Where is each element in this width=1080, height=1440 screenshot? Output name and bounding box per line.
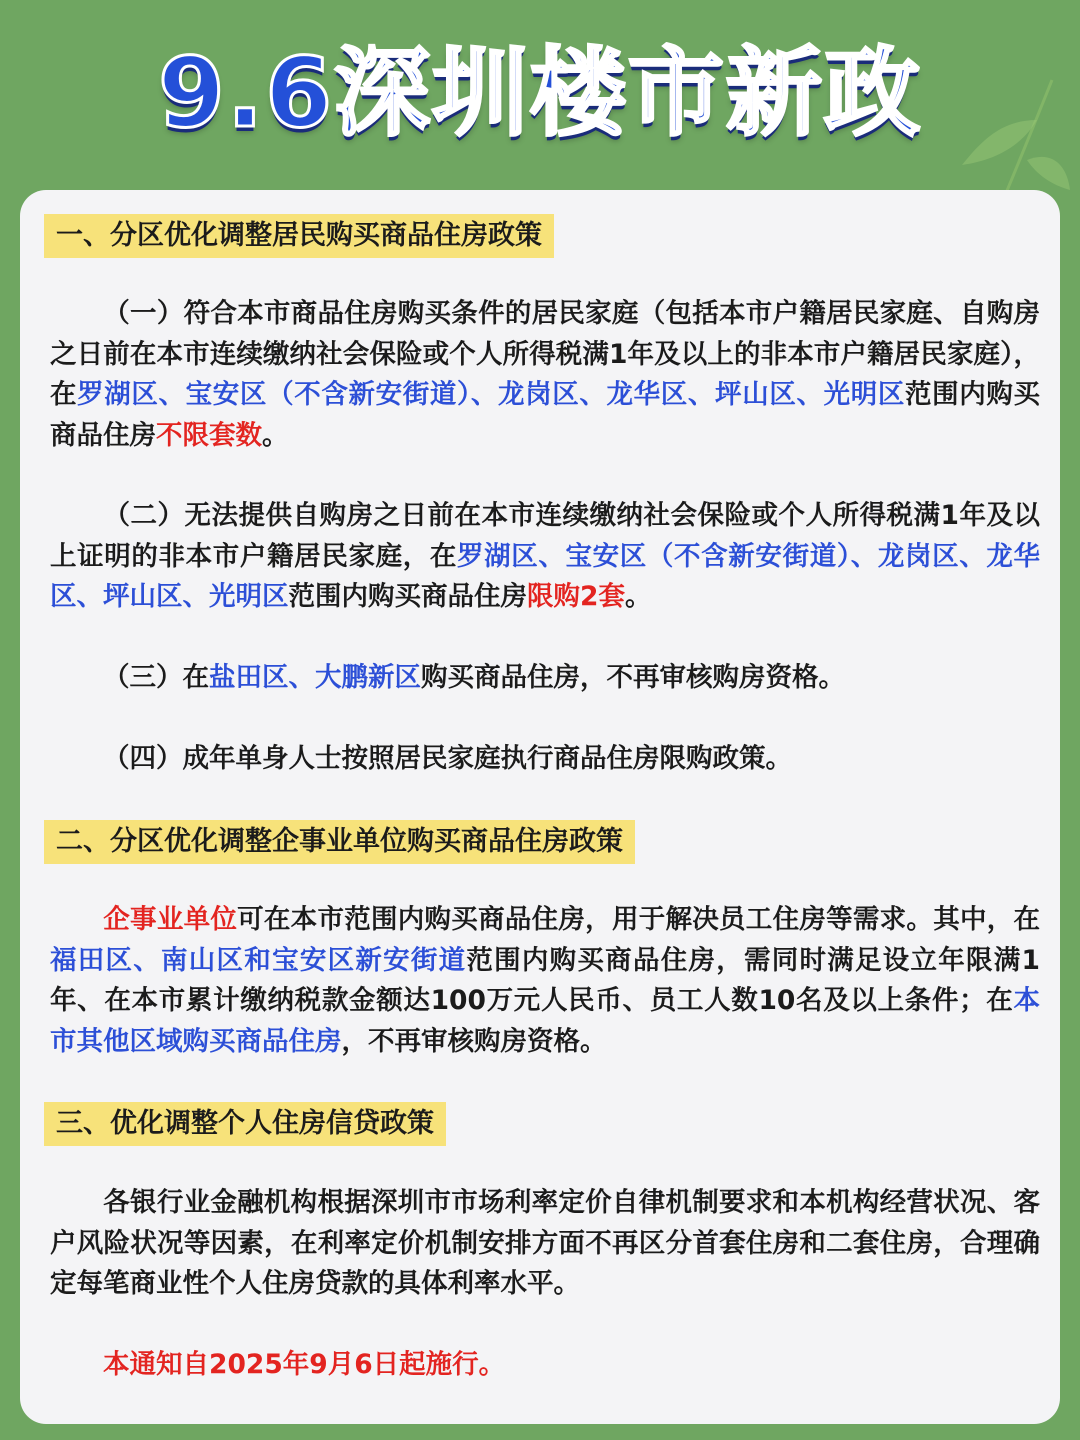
section-heading-2: 二、分区优化调整企事业单位购买商品住房政策: [44, 820, 635, 864]
enterprise-subject: 企事业单位: [103, 904, 238, 935]
policy-paragraph-3: （三）在盐田区、大鹏新区购买商品住房，不再审核购房资格。: [103, 662, 845, 693]
policy-paragraph-6: 各银行业金融机构根据深圳市市场利率定价自律机制要求和本机构经营状况、客户风险状况等因素，在利率定价机制安排方面不再区分首套住房和二套住房，合理确定每笔商业性个人住房贷款的具体利率水平。: [50, 1187, 1040, 1299]
district-list: 福田区、南山区和宝安区新安街道: [50, 944, 467, 976]
district-list: 本市其他区域购买商品住房: [50, 985, 1040, 1057]
policy-paragraph-5: 企事业单位可在本市范围内购买商品住房，用于解决员工住房等需求。其中，在福田区、南山区和宝安区新安街道范围内购买商品住房，需同时满足设立年限满1年、在本市累计缴纳税款金额达100万元人民币、员工人数10名及以上条件；在本市其他区域购买商品住房，不再审核购房资格。: [50, 904, 1041, 1057]
district-list: 罗湖区、宝安区（不含新安街道）、龙岗区、龙华区、坪山区、光明区: [50, 540, 1041, 612]
purchase-limit: 限购2套: [527, 581, 625, 612]
content-card: [20, 190, 1060, 1424]
policy-paragraph-4: （四）成年单身人士按照居民家庭执行商品住房限购政策。: [103, 743, 792, 774]
effective-date: 本通知自2025年9月6日起施行。: [103, 1349, 506, 1380]
policy-paragraph-1: （一）符合本市商品住房购买条件的居民家庭（包括本市户籍居民家庭、自购房之日前在本市连续缴纳社会保险或个人所得税满1年及以上的非本市户籍居民家庭），在罗湖区、宝安区（不含新安街道）、龙岗区、龙华区、坪山区、光明区范围内购买商品住房不限套数。: [50, 298, 1041, 451]
section-heading-3: 三、优化调整个人住房信贷政策: [44, 1102, 446, 1146]
policy-paragraph-2: （二）无法提供自购房之日前在本市连续缴纳社会保险或个人所得税满1年及以上证明的非本市户籍居民家庭，在罗湖区、宝安区（不含新安街道）、龙岗区、龙华区、坪山区、光明区范围内购买商品住房限购2套。: [50, 500, 1041, 612]
section-heading-1: 一、分区优化调整居民购买商品住房政策: [44, 214, 554, 258]
page-title: 9.6深圳楼市新政: [157, 37, 923, 149]
district-list: 罗湖区、宝安区（不含新安街道）、龙岗区、龙华区、坪山区、光明区: [77, 379, 905, 410]
district-list: 盐田区、大鹏新区: [209, 662, 421, 693]
purchase-limit: 不限套数: [156, 419, 262, 451]
